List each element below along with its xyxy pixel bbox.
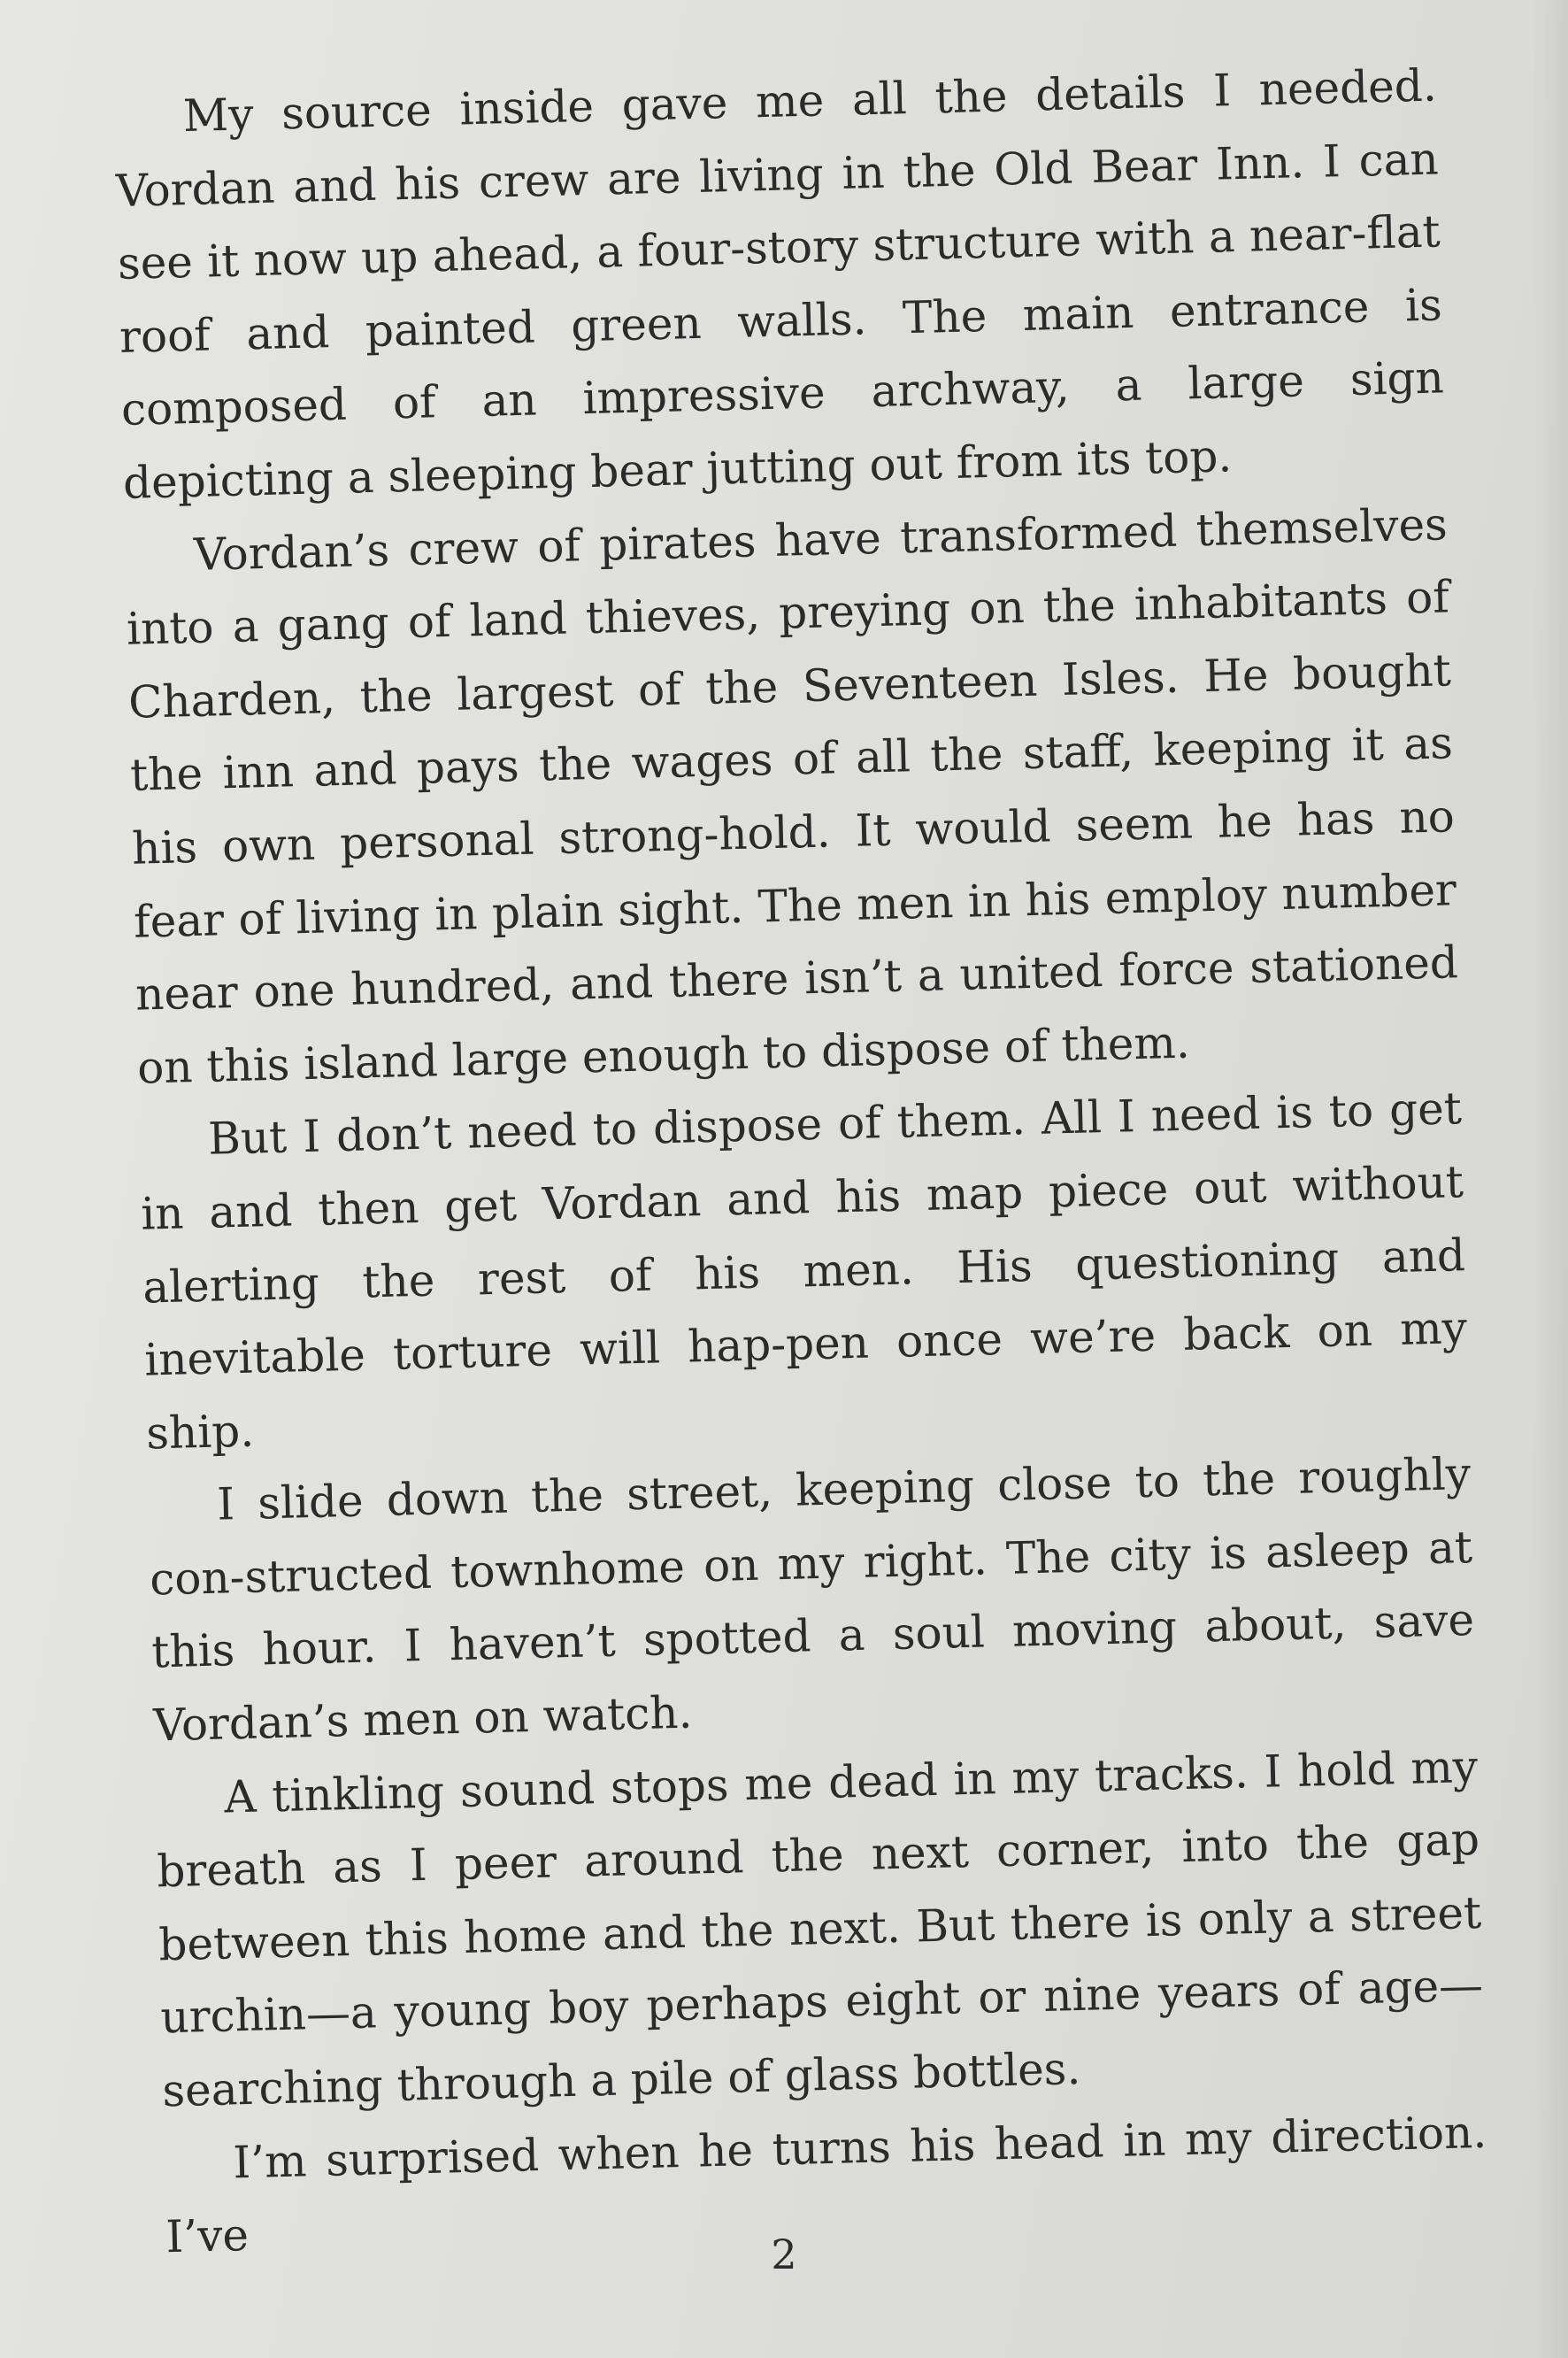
paragraph-1: My source inside gave me all the details I needed. Vordan and his crew are living in the Old Bear Inn. I can see it now up ahead, a four-story structure with a near-flat roof and painted green walls. The main entrance is composed of an impressive archway, a large sign depicting a sleeping bear jutting out from its top. <box>115 59 1445 509</box>
page-edge-shadow <box>1533 0 1568 2358</box>
body-text <box>113 49 1489 2274</box>
paragraph-5: A tinkling sound stops me dead in my tracks. I hold my breath as I peer around the next corner, into the gap between this home and the next. But there is only a street urchin—a young boy perhaps eight or nine years of age—searching through a pile of glass bottles. <box>156 1740 1484 2117</box>
paragraph-3: But I don’t need to dispose of them. All I need is to get in and then get Vordan and his map piece out without alerting the rest of his men. His questioning and inevitable torture will hap-pen once we’re back on my ship. <box>140 1083 1468 1460</box>
paragraph-4: I slide down the street, keeping close to the roughly con-structed townhome on my right. The city is asleep at this hour. I haven’t spotted a soul moving about, save Vordan’s men on watch. <box>149 1448 1475 1752</box>
page-number: 2 <box>771 2231 797 2278</box>
paragraph-6: I’m surprised when he turns his head in my direction. I’ve <box>165 2106 1487 2263</box>
paragraph-2: Vordan’s crew of pirates have transformed themselves into a gang of land thieves, preying on the inhabitants of Charden, the largest of the Seventeen Isles. He bought the inn and pays the wages of all the staff, keeping it as his own personal strong-hold. It would seem he has no fear of living in plain sight. The men in his employ number near one hundred, and there isn’t a united force stationed on this island large enough to dispose of them. <box>126 497 1459 1094</box>
